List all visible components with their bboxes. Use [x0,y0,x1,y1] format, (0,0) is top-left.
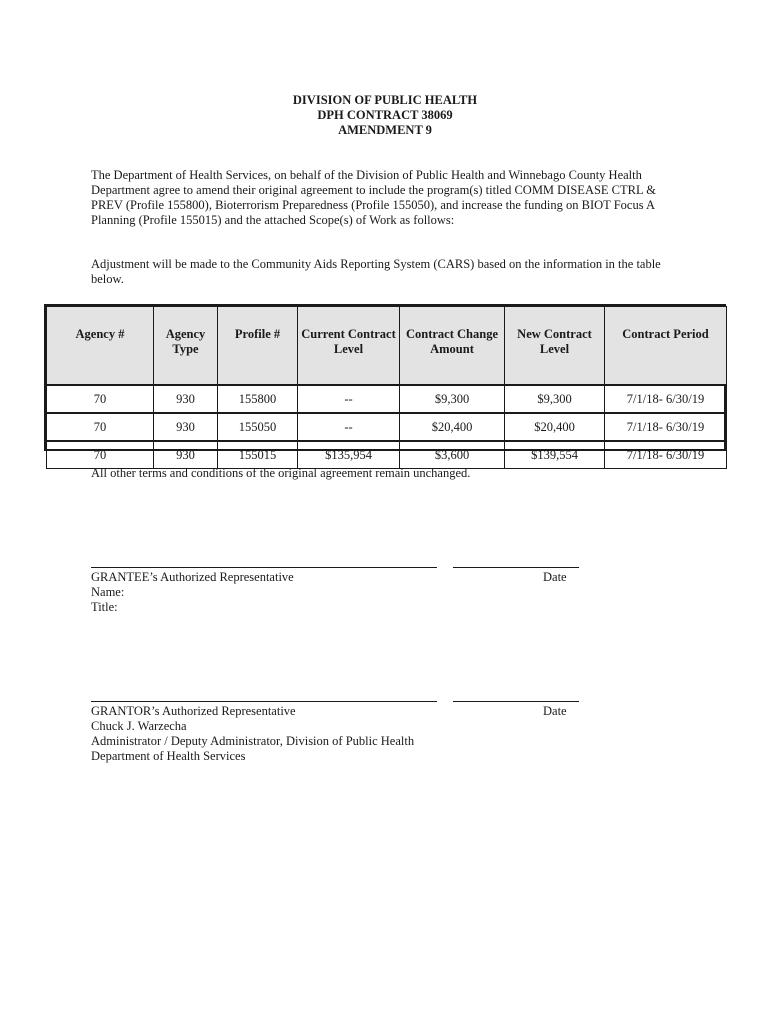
cell-agency-number: 70 [47,413,154,441]
table-row [47,441,727,469]
cell-current-contract-level: -- [298,413,400,441]
header-agency-number: Agency # [47,307,154,386]
cell-agency-type: 930 [154,413,218,441]
cell-contract-period: 7/1/18- 6/30/19 [605,413,727,441]
cell-current-contract-level: $135,954 [298,441,400,469]
cell-contract-change-amount: $20,400 [400,413,505,441]
cell-profile-number: 155015 [218,441,298,469]
grantor-date-label: Date [543,704,567,718]
cell-contract-change-amount: $3,600 [400,441,505,469]
table-row [47,413,727,441]
cell-agency-type: 930 [154,385,218,413]
grantor-department: Department of Health Services [91,749,246,763]
cell-new-contract-level: $9,300 [505,385,605,413]
cell-new-contract-level: $20,400 [505,413,605,441]
cell-contract-period: 7/1/18- 6/30/19 [605,441,727,469]
grantee-signature-line[interactable] [91,567,437,568]
heading-division: DIVISION OF PUBLIC HEALTH [292,93,478,107]
table-row [47,385,727,413]
header-contract-change-amount: Contract Change Amount [400,307,505,386]
grantee-block [91,570,294,615]
cell-contract-period: 7/1/18- 6/30/19 [605,385,727,413]
cell-current-contract-level: -- [298,385,400,413]
cell-profile-number: 155050 [218,413,298,441]
document-heading [0,93,770,138]
heading-amendment: AMENDMENT 9 [338,123,432,137]
header-current-contract-level: Current Contract Level [298,307,400,386]
header-agency-type: Agency Type [154,307,218,386]
grantor-label: GRANTOR’s Authorized Representative [91,704,296,718]
cell-agency-type: 930 [154,441,218,469]
intro-paragraph: The Department of Health Services, on behalf of the Division of Public Health and Winnebago County Health Department agree to amend their original agreement to include the program(s) titled COMM DISEASE CTRL & PREV (Profile 155800), Bioterrorism Preparedness (Profile 155050), and increase the funding on BIOT Focus A Planning (Profile 155015) and the attached Scope(s) of Work as follows: [91,168,657,227]
heading-contract: DPH CONTRACT 38069 [317,108,453,122]
grantor-date-line[interactable] [453,701,579,702]
grantee-date-line[interactable] [453,567,579,568]
grantor-name: Chuck J. Warzecha [91,719,187,733]
grantor-signature-line[interactable] [91,701,437,702]
cell-agency-number: 70 [47,385,154,413]
cell-new-contract-level: $139,554 [505,441,605,469]
grantor-block [91,704,414,764]
closing-paragraph: All other terms and conditions of the original agreement remain unchanged. [91,466,471,480]
cell-contract-change-amount: $9,300 [400,385,505,413]
adjustment-paragraph: Adjustment will be made to the Community Aids Reporting System (CARS) based on the information in the table below. [91,257,661,286]
funding-table [44,304,726,462]
header-new-contract-level: New Contract Level [505,307,605,386]
grantee-name-label: Name: [91,585,125,599]
grantee-date-label: Date [543,570,567,584]
header-contract-period: Contract Period [605,307,727,386]
table-header-row [47,307,727,386]
grantee-label: GRANTEE’s Authorized Representative [91,570,294,584]
cell-agency-number: 70 [47,441,154,469]
cell-profile-number: 155800 [218,385,298,413]
grantor-title: Administrator / Deputy Administrator, Division of Public Health [91,734,415,748]
grantee-title-label: Title: [91,600,118,614]
header-profile-number: Profile # [218,307,298,386]
